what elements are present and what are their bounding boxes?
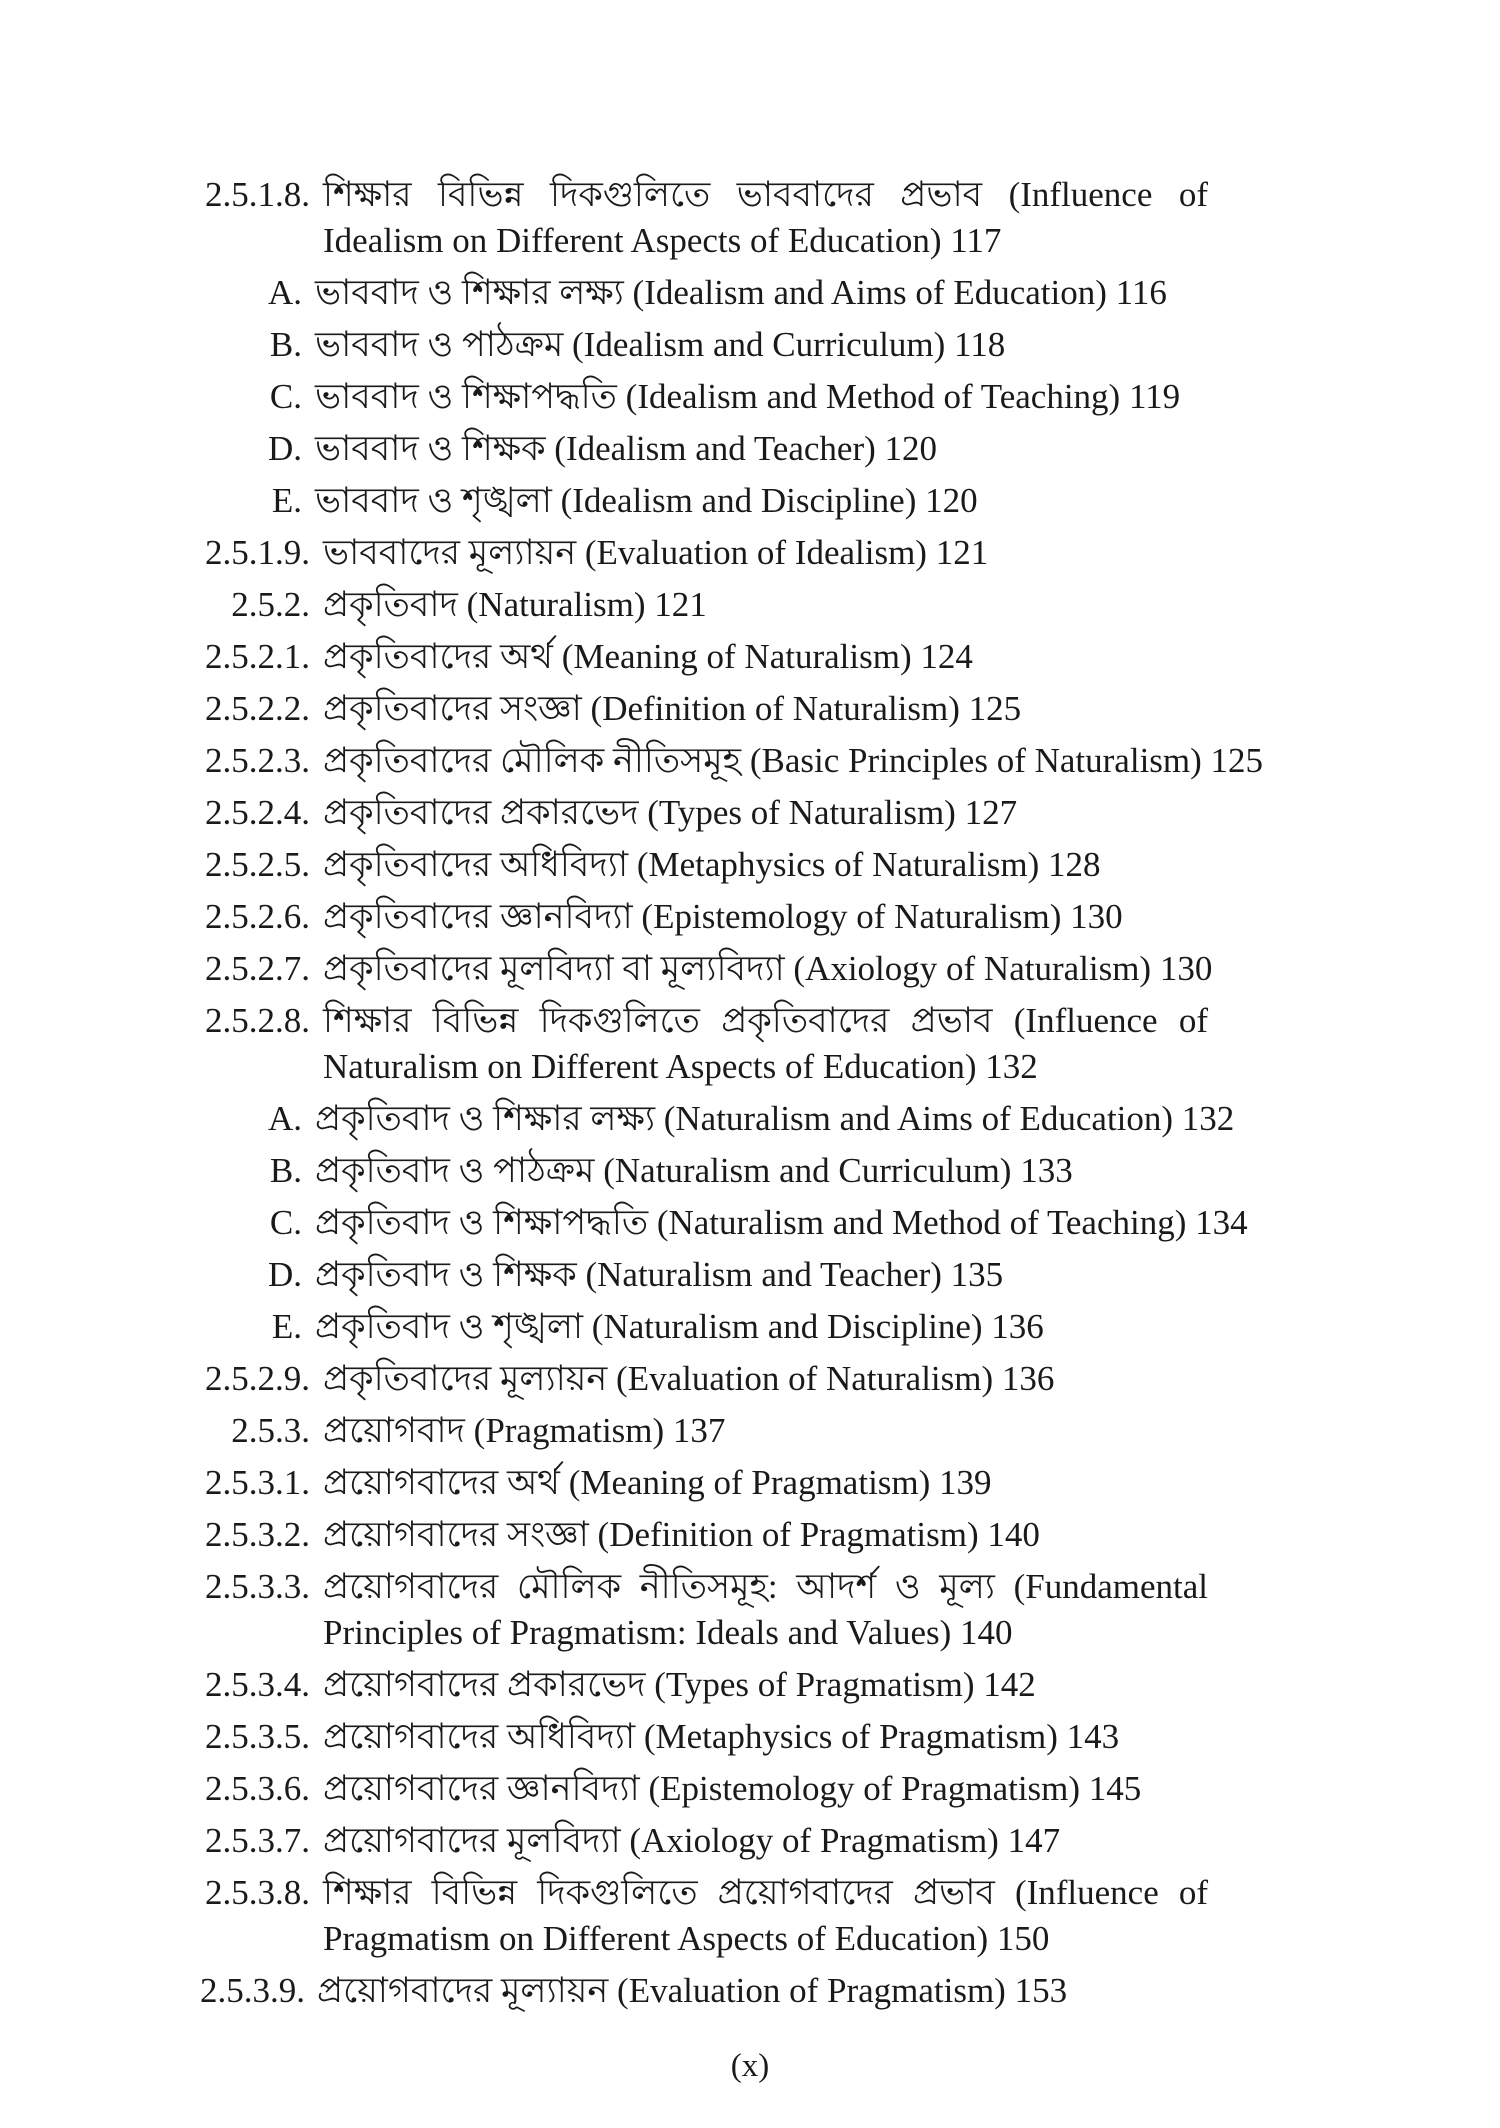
toc-entry-title: প্রয়োগবাদের সংজ্ঞা (Definition of Pragmatism) 140 (323, 1515, 1040, 1554)
toc-entry (0, 894, 1500, 940)
toc-entry (0, 1662, 1500, 1708)
toc-entry-title: প্রয়োগবাদের জ্ঞানবিদ্যা (Epistemology of Pragmatism) 145 (323, 1769, 1142, 1808)
toc-entry (0, 1564, 1500, 1656)
toc-entry-title: শিক্ষার বিভিন্ন দিকগুলিতে প্রকৃতিবাদের প্রভাব (Influence of Naturalism on Different Aspects of Education) 132 (323, 1001, 1208, 1086)
toc-entry (0, 1408, 1500, 1454)
toc-entry-number: 2.5.3. (231, 1411, 310, 1450)
toc-entry-title: প্রকৃতিবাদের প্রকারভেদ (Types of Naturalism) 127 (323, 793, 1018, 832)
toc-entry (0, 1148, 1500, 1194)
toc-entry (0, 1200, 1500, 1246)
toc-entry (0, 1512, 1500, 1558)
toc-entry-number: D. (267, 1255, 302, 1294)
toc-entry (0, 1870, 1500, 1962)
toc-entry (0, 270, 1500, 316)
toc-entry-number: 2.5.3.6. (205, 1769, 310, 1808)
toc-entry-title: প্রকৃতিবাদের অধিবিদ্যা (Metaphysics of Naturalism) 128 (323, 845, 1101, 884)
toc-entry-number: 2.5.1.8. (205, 175, 310, 214)
toc-entry-number: 2.5.3.3. (205, 1567, 310, 1606)
toc-entry-title: শিক্ষার বিভিন্ন দিকগুলিতে প্রয়োগবাদের প্রভাব (Influence of Pragmatism on Different Aspects of Education) 150 (323, 1873, 1208, 1958)
toc-entry-title: ভাববাদ ও শিক্ষার লক্ষ্য (Idealism and Aims of Education) 116 (315, 273, 1167, 312)
toc-entry (0, 686, 1500, 732)
toc-entry-number: 2.5.2. (231, 585, 310, 624)
toc-entry-title: প্রকৃতিবাদের মূলবিদ্যা বা মূল্যবিদ্যা (Axiology of Naturalism) 130 (323, 949, 1213, 988)
toc-entry (0, 172, 1500, 264)
toc-entry-title: প্রকৃতিবাদ (Naturalism) 121 (323, 585, 707, 624)
toc-entry-number: 2.5.2.5. (205, 845, 310, 884)
toc-entry (0, 1252, 1500, 1298)
toc-entry (0, 998, 1500, 1090)
toc-entry-number: 2.5.2.8. (205, 1001, 310, 1040)
toc-entry (0, 1304, 1500, 1350)
toc-entry-number: C. (269, 377, 302, 416)
toc-entry-number: A. (267, 1099, 302, 1138)
toc-entry (0, 842, 1500, 888)
toc-entry (0, 1968, 1500, 2014)
toc-entry-number: B. (269, 325, 302, 364)
toc-entry (0, 790, 1500, 836)
toc-entry-title: ভাববাদ ও শৃঙ্খলা (Idealism and Discipline) 120 (315, 481, 978, 520)
toc-entry-title: প্রয়োগবাদের মূল্যায়ন (Evaluation of Pragmatism) 153 (317, 1971, 1068, 2010)
toc-entry (0, 1096, 1500, 1142)
page-number: (x) (730, 2048, 770, 2084)
toc-entry (0, 738, 1500, 784)
toc-entry (0, 426, 1500, 472)
toc-entry (0, 322, 1500, 368)
toc-entry-number: 2.5.2.4. (205, 793, 310, 832)
toc-entry-title: প্রয়োগবাদের মূলবিদ্যা (Axiology of Pragmatism) 147 (323, 1821, 1061, 1860)
toc-entry (0, 1460, 1500, 1506)
toc-entry-number: E. (271, 1307, 302, 1346)
toc-entry-title: ভাববাদ ও শিক্ষাপদ্ধতি (Idealism and Method of Teaching) 119 (315, 377, 1181, 416)
toc-entry-number: A. (267, 273, 302, 312)
toc-entry (0, 1766, 1500, 1812)
toc-entry (0, 634, 1500, 680)
toc-entry (0, 1818, 1500, 1864)
toc-entry-title: প্রকৃতিবাদ ও শৃঙ্খলা (Naturalism and Discipline) 136 (315, 1307, 1044, 1346)
toc-entry-title: প্রয়োগবাদের অর্থ (Meaning of Pragmatism) 139 (323, 1463, 992, 1502)
toc-entry-number: 2.5.3.2. (205, 1515, 310, 1554)
toc-entry-number: 2.5.2.7. (205, 949, 310, 988)
toc-entry-title: শিক্ষার বিভিন্ন দিকগুলিতে ভাববাদের প্রভাব (Influence of Idealism on Different Aspects of Education) 117 (323, 175, 1208, 260)
toc-entry-number: D. (267, 429, 302, 468)
toc-entry-number: B. (269, 1151, 302, 1190)
toc-entry (0, 946, 1500, 992)
toc-entry-title: প্রয়োগবাদের অধিবিদ্যা (Metaphysics of Pragmatism) 143 (323, 1717, 1120, 1756)
toc-entry-title: ভাববাদের মূল্যায়ন (Evaluation of Idealism) 121 (323, 533, 989, 572)
toc-entry-title: প্রকৃতিবাদের মৌলিক নীতিসমূহ (Basic Principles of Naturalism) 125 (323, 741, 1264, 780)
toc-entry (0, 1714, 1500, 1760)
toc-entry (0, 478, 1500, 524)
toc-entry-number: 2.5.3.7. (205, 1821, 310, 1860)
toc-entry-title: ভাববাদ ও শিক্ষক (Idealism and Teacher) 120 (315, 429, 938, 468)
toc-entry (0, 530, 1500, 576)
toc-entry (0, 1356, 1500, 1402)
toc-entry-title: প্রকৃতিবাদের মূল্যায়ন (Evaluation of Naturalism) 136 (323, 1359, 1055, 1398)
toc-entry-title: প্রকৃতিবাদ ও শিক্ষক (Naturalism and Teacher) 135 (315, 1255, 1004, 1294)
toc-entry-title: প্রয়োগবাদ (Pragmatism) 137 (323, 1411, 726, 1450)
toc-entry-number: C. (269, 1203, 302, 1242)
toc-entry-title: প্রকৃতিবাদ ও শিক্ষাপদ্ধতি (Naturalism and Method of Teaching) 134 (315, 1203, 1248, 1242)
toc-entry-title: ভাববাদ ও পাঠক্রম (Idealism and Curriculum) 118 (315, 325, 1006, 364)
toc-entry-number: 2.5.3.4. (205, 1665, 310, 1704)
toc-entry-title: প্রকৃতিবাদ ও পাঠক্রম (Naturalism and Curriculum) 133 (315, 1151, 1073, 1190)
toc-entry-number: 2.5.2.9. (205, 1359, 310, 1398)
toc-entry-number: 2.5.1.9. (205, 533, 310, 572)
toc-entry-number: E. (271, 481, 302, 520)
toc-entry-number: 2.5.3.5. (205, 1717, 310, 1756)
toc-entry-number: 2.5.2.2. (205, 689, 310, 728)
toc-entry-number: 2.5.2.6. (205, 897, 310, 936)
toc-entry-title: প্রকৃতিবাদের অর্থ (Meaning of Naturalism) 124 (323, 637, 973, 676)
toc-entry-number: 2.5.3.9. (200, 1971, 305, 2010)
toc-entry-number: 2.5.3.8. (205, 1873, 310, 1912)
toc-entry (0, 582, 1500, 628)
toc-entry-title: প্রকৃতিবাদ ও শিক্ষার লক্ষ্য (Naturalism and Aims of Education) 132 (315, 1099, 1235, 1138)
toc-entry-number: 2.5.3.1. (205, 1463, 310, 1502)
toc-entry-number: 2.5.2.1. (205, 637, 310, 676)
toc-entry-number: 2.5.2.3. (205, 741, 310, 780)
toc-entry-title: প্রয়োগবাদের মৌলিক নীতিসমূহ: আদর্শ ও মূল্য (Fundamental Principles of Pragmatism: Ideals and Values) 140 (323, 1567, 1208, 1652)
table-of-contents (0, 172, 1500, 2020)
toc-entry-title: প্রকৃতিবাদের সংজ্ঞা (Definition of Naturalism) 125 (323, 689, 1022, 728)
toc-entry (0, 374, 1500, 420)
toc-entry-title: প্রকৃতিবাদের জ্ঞানবিদ্যা (Epistemology of Naturalism) 130 (323, 897, 1123, 936)
toc-entry-title: প্রয়োগবাদের প্রকারভেদ (Types of Pragmatism) 142 (323, 1665, 1036, 1704)
